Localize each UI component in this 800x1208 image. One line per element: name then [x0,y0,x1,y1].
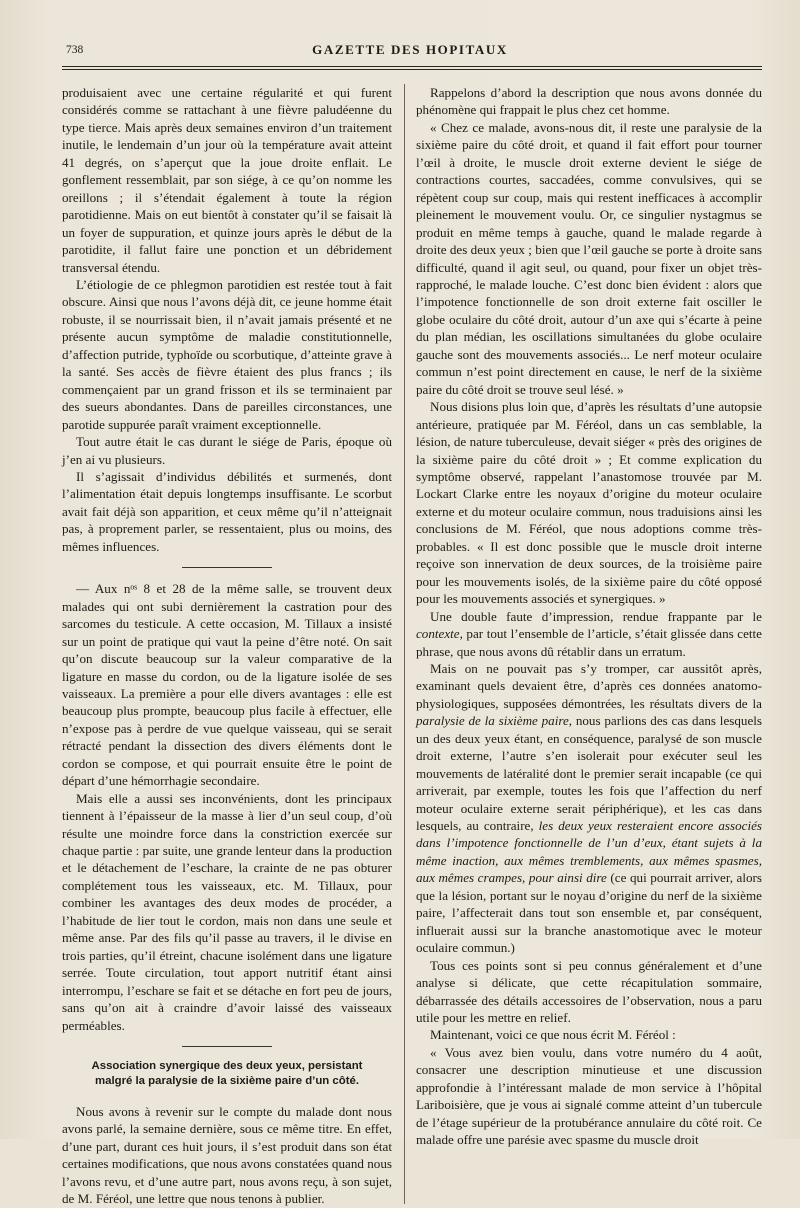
paragraph: — Aux nᵒˢ 8 et 28 de la même salle, se trouvent deux malades qui ont subi dernièrement la castration pour des sarcomes du testicule. A cette occasion, M. Tillaux a insisté sur un point de pratique qui vaut la peine d’être noté. On sait qu’on discute beaucoup sur la valeur comparative de la ligature en masse du cordon, ou de la ligature isolée de ses vaisseaux. La première a pour elle divers avantages : elle est beaucoup plus prompte, beaucoup plus facile à effectuer, elle n’expose pas à perdre de vue quelque vaisseau, qui se serait rétracté pendant la dissection des divers éléments dont le cordon se compose, et qui pourrait ensuite être le point de départ d’une hémorrhagie secondaire. [62,581,392,789]
page-number: 738 [66,44,84,56]
text-run: nous parlions des cas dans lesquels un des deux yeux étant, en conséquence, paralysé de son muscle droit externe, l’autre s’en isolerait pour exécuter seul les mouvements de latéralité dont le premier serait incapable (ce qui arriverait, par exemple, toutes les fois que l’affection du nerf moteur oculaire externe serait périphérique), et les cas dans lesquels, au contraire, [416,713,762,834]
text-run: (ce qui pourrait arriver, alors que la lésion, portant sur le noyau d’origine du nerf de la sixième paire, l’affecterait dans tout son ensemble et, par conséquent, influerait aussi sur la branche anastomotique avec le moteur oculaire commun.) [416,870,762,956]
paragraph [416,660,762,957]
paragraph: L’étiologie de ce phlegmon parotidien est restée tout à fait obscure. Ainsi que nous l’avons déjà dit, ce jeune homme était robuste, il se nourrissait bien, il n’avait jamais présenté et ne présente aucun symptôme de maladie constitutionnelle, d’affection putride, typhoïde ou scorbutique, d’atteinte grave à la santé. Ses accès de fièvre étaient des plus francs ; ils commençaient par un grand frisson et ils se terminaient par des sueurs abondantes. Dans de pareilles circonstances, une parotide suppurée paraît vraiment exceptionnelle. [62,276,392,432]
paragraph: Tous ces points sont si peu connus généralement et d’une analyse si délicate, que cette récapitulation sommaire, débarrassée des détails accessoires de l’observation, nous a paru utile pour les mettre en relief. [416,957,762,1026]
journal-title: GAZETTE DES HOPITAUX [312,42,508,57]
paragraph: Tout autre était le cas durant le siége de Paris, époque où j’en ai vu plusieurs. [62,434,392,467]
italic-text: paralysie de la sixième paire, [416,713,573,729]
section-divider [182,567,272,568]
paragraph: Maintenant, voici ce que nous écrit M. Féréol : [430,1027,676,1043]
section-heading [62,1059,392,1089]
paragraph: Rappelons d’abord la description que nous avons donnée du phénomène qui frappait le plus chez cet homme. [416,85,762,118]
section-heading-line: malgré la paralysie de la sixième paire d’un côté. [94,1075,359,1088]
italic-text: contexte, [416,626,463,642]
page-header [58,38,762,60]
left-column [62,84,392,1208]
paragraph: « Chez ce malade, avons-nous dit, il reste une paralysie de la sixième paire du côté droit, et quand il fait effort pour tourner l’œil à droite, le muscle droit externe devient le siége de contractions courtes, saccadées, comme convulsives, qui se répètent coup sur coup, mais qui restent inefficaces à accomplir pleinement le mouvement voulu. Or, ce singulier nystagmus se produit en même temps à gauche, quand le malade regarde à droite des deux yeux ; bien que l’œil gauche se porte à droite sans difficulté, quand il agit seul, ou quand, pour fixer un objet très-rapproché, le malade louche. C’est donc bien évident : alors que l’impotence fonctionnelle de son droit externe fait osciller le globe oculaire du côté droit, autour d’un axe qui s’écarte à peine du plan médian, les oscillations simultanées du globe oculaire gauche sont des mouvements associés... Le nerf moteur oculaire commun n’est point directement en cause, le nerf de la sixième paire du côté droit se trouve seul lésé. » [416,119,762,397]
paragraph: Mais elle a aussi ses inconvénients, dont les principaux tiennent à l’épaisseur de la masse à lier d’un seul coup, d’où résulte une moindre force dans la constriction exercée sur chaque partie : par suite, une grande lenteur dans la production et le détachement de l’eschare, la crainte de ne pas obturer complétement tous les vaisseaux, etc. M. Tillaux, pour combiner les avantages des deux modes de procéder, a l’habitude de lier tout le cordon, mais non dans une seule et même anse. Par des fils qu’il passe au travers, il le divise en trois parties, qu’il étreint, chacune isolément dans une ligature serrée. Toute circulation, tout apport nutritif étant ainsi interrompu, l’eschare se fait et se détache en fort peu de jours, sans qu’on ait à craindre d’avoir laissé des vaisseaux perméables. [62,790,392,1033]
column-divider [404,84,405,1204]
text-run: Mais on ne pouvait pas s’y tromper, car aussitôt après, examinant quels devaient être, d’après ces données anatomo-physiologiques, supposées démontrées, les résultats divers de la [416,660,762,711]
paragraph [416,608,762,660]
paragraph: Il s’agissait d’individus débilités et surmenés, dont l’alimentation était depuis longtemps insuffisante. Le scorbut avait fait déjà son apparition, et ceux même qu’il n’atteignait pas, à proprement parler, se ressentaient, plus ou moins, des mêmes influences. [62,468,392,554]
section-divider [182,1046,272,1047]
paragraph: « Vous avez bien voulu, dans votre numéro du 4 août, consacrer une description minutieuse et une discussion approfondie à l’intéressant malade de mon service à l’hôpital Lariboisière, que je vous ai signalé comme atteint d’un tubercule de l’étage supérieur de la protubérance annulaire du côté roit. Ce malade offre une parésie avec spasme du muscle droit [416,1044,762,1148]
text-run: Une double faute d’impression, rendue frappante par le [430,608,762,624]
right-column [416,84,762,1208]
paragraph: produisaient avec une certaine régularité et qui furent considérés comme se rattachant à une fièvre paludéenne du type tierce. Mais après deux semaines environ d’un traitement inutile, le lendemain d’un jour où la température avait atteint 41 degrés, on s’aperçut que la joue droite enflait. Le gonflement ressemblait, par son siége, à ce qu’on nomme les oreillons ; il s’étendait également à toute la région parotidienne. Mais on eut bientôt à constater qu’il se faisait là un foyer de suppuration, et quinze jours après le début de la parotidite, il fallut faire une ponction et un débridement transversal étendu. [62,85,392,275]
article-columns [62,84,762,1208]
paragraph: Nous disions plus loin que, d’après les résultats d’une autopsie antérieure, pratiquée par M. Féréol, dans un cas semblable, la lésion, de nature tuberculeuse, devait siéger « près des origines de la sixième paire du côté droit » ; Et comme explication du symptôme observé, rappelant l’anastomose trouvée par M. Lockart Clarke entre les noyaux d’origine du moteur oculaire externe et du moteur oculaire commun, nous traduisions ainsi les conclusions de M. Féréol, que nous adoptions comme très-probables. « Il est donc possible que le muscle droit interne reçoive son innervation de deux sources, de la troisième paire pour les mouvements isolés, de la sixième paire du côté opposé pour les mouvements associés et synergiques. » [416,399,762,607]
italic-text: les deux yeux resteraient encore associés dans l’impotence fonctionnelle de l’un d’eux, étant sujets à la même inaction, aux mêmes tremblements, aux mêmes spasmes, aux mêmes crampes, pour ainsi dire [416,818,762,886]
header-rule [62,66,762,70]
section-heading-line: Association synergique des deux yeux, persistant [91,1060,363,1073]
paragraph: Nous avons à revenir sur le compte du malade dont nous avons parlé, la semaine dernière, sous ce même titre. En effet, d’une part, durant ces huit jours, il s’est produit dans son état certaines modifications, que nous avons constatées quand nous l’avons revu, et d’une autre part, nous avons reçu, à son sujet, de M. Féréol, une lettre que nous tenons à publier. [62,1104,392,1207]
text-run: par tout l’ensemble de l’article, s’était glissée dans cette phrase, que nous avons dû rétablir dans un erratum. [416,626,762,659]
